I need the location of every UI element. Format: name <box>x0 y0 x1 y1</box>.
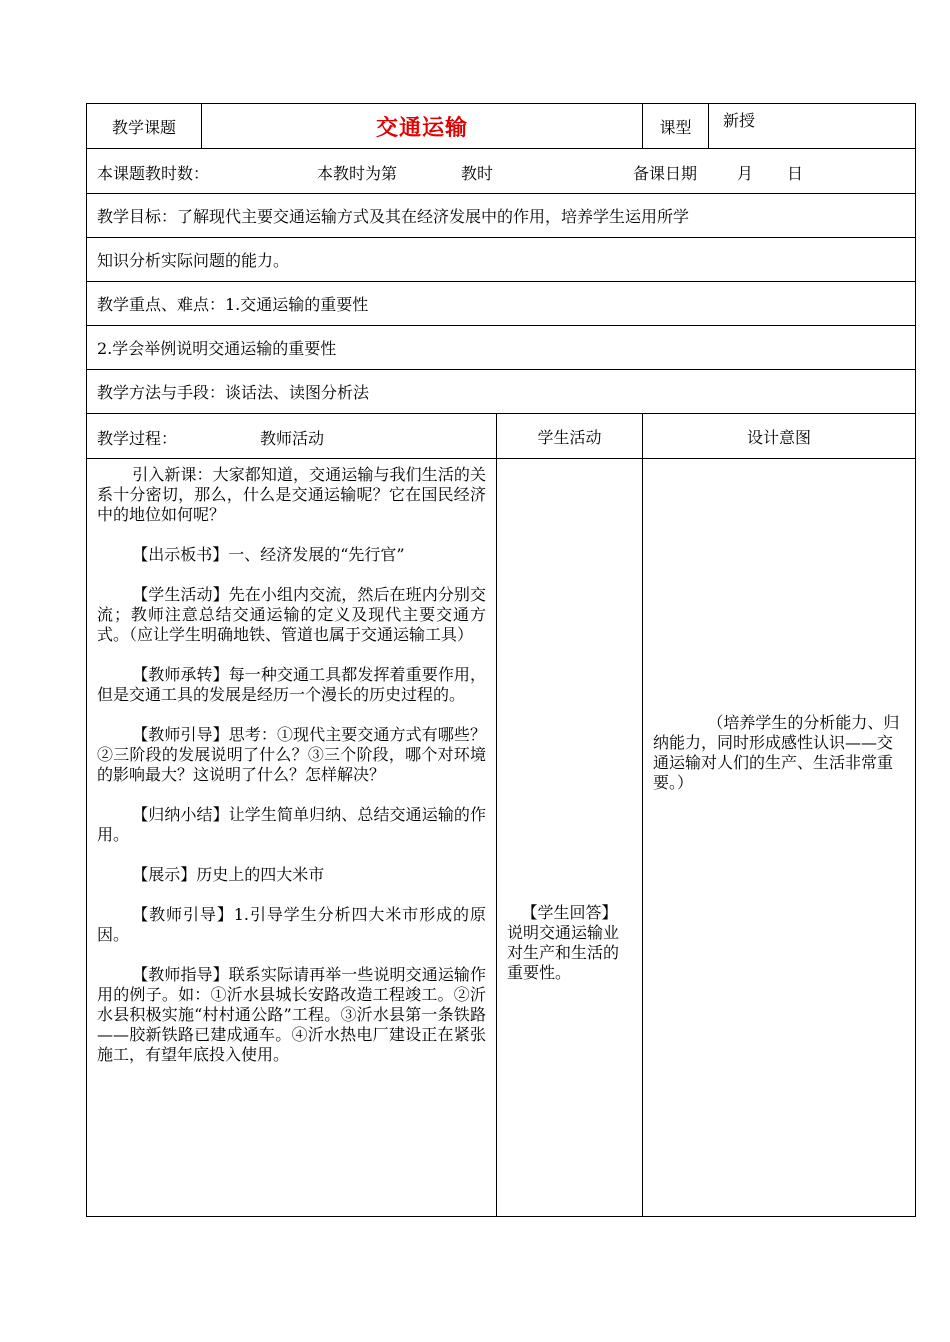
keypoints-line-2: 2.学会举例说明交通运输的重要性 <box>87 326 916 370</box>
lesson-plan-page <box>86 103 915 1217</box>
goals-line-1: 教学目标：了解现代主要交通运输方式及其在经济发展中的作用，培养学生运用所学 <box>87 194 916 238</box>
teacher-paragraph: 引入新课：大家都知道，交通运输与我们生活的关系十分密切，那么，什么是交通运输呢？它在国民经济中的地位如何呢？ <box>97 465 486 524</box>
lesson-plan-table <box>86 103 916 1217</box>
current-suffix: 教时 <box>461 164 494 183</box>
teacher-activity-header: 教师活动 <box>260 429 325 448</box>
student-activity-cell <box>497 459 643 1217</box>
subject-title: 交通运输 <box>202 104 643 149</box>
current-label: 本教时为第 <box>317 164 398 183</box>
month-label: 月 <box>737 164 754 183</box>
design-intent-header: 设计意图 <box>643 414 916 459</box>
teacher-paragraph: 【出示板书】一、经济发展的“先行官” <box>132 545 405 564</box>
teacher-activity-cell <box>87 459 497 1217</box>
hours-label: 本课题教时数： <box>97 164 210 183</box>
teacher-paragraph: 【展示】历史上的四大米市 <box>132 865 325 884</box>
student-activity-header: 学生活动 <box>497 414 643 459</box>
meta-row <box>87 149 916 194</box>
goals-line-2: 知识分析实际问题的能力。 <box>87 238 916 282</box>
keypoints-line-1: 教学重点、难点：1.交通运输的重要性 <box>87 282 916 326</box>
design-intent-cell <box>643 459 916 1217</box>
date-label: 备课日期 <box>633 164 698 183</box>
teacher-paragraph: 【教师承转】每一种交通工具都发挥着重要作用，但是交通工具的发展是经历一个漫长的历史过程的。 <box>97 665 486 704</box>
day-label: 日 <box>787 164 804 183</box>
student-answer-title: 【学生回答】 <box>521 903 618 922</box>
teacher-paragraph: 【教师引导】1.引导学生分析四大米市形成的原因。 <box>97 905 486 944</box>
student-answer-text: 说明交通运输业对生产和生活的重要性。 <box>507 923 620 982</box>
methods-row: 教学方法与手段：谈话法、读图分析法 <box>87 370 916 414</box>
teacher-paragraph: 【学生活动】先在小组内交流，然后在班内分别交流；教师注意总结交通运输的定义及现代主要交通方式。（应让学生明确地铁、管道也属于交通运输工具） <box>97 585 486 644</box>
teacher-paragraphs <box>97 465 486 1065</box>
teacher-paragraph: 【教师指导】联系实际请再举一些说明交通运输作用的例子。如：①沂水县城长安路改造工程竣工。②沂水县积极实施“村村通公路”工程。③沂水县第一条铁路——胶新铁路已建成通车。④沂水热电厂建设正在紧张施工，有望年底投入使用。 <box>97 965 486 1064</box>
teacher-paragraph: 【归纳小结】让学生简单归纳、总结交通运输的作用。 <box>97 805 486 844</box>
process-label: 教学过程： <box>97 429 178 448</box>
process-header <box>87 414 497 459</box>
design-intent-text: （培养学生的分析能力、归纳能力，同时形成感性认识——交通运输对人们的生产、生活非常重要。） <box>653 713 900 792</box>
teacher-paragraph: 【教师引导】思考：①现代主要交通方式有哪些？②三阶段的发展说明了什么？③三个阶段，哪个对环境的影响最大？这说明了什么？怎样解决？ <box>97 725 486 784</box>
lesson-type-value: 新授 <box>709 104 916 149</box>
subject-label: 教学课题 <box>87 104 202 149</box>
lesson-type-label: 课型 <box>643 104 709 149</box>
